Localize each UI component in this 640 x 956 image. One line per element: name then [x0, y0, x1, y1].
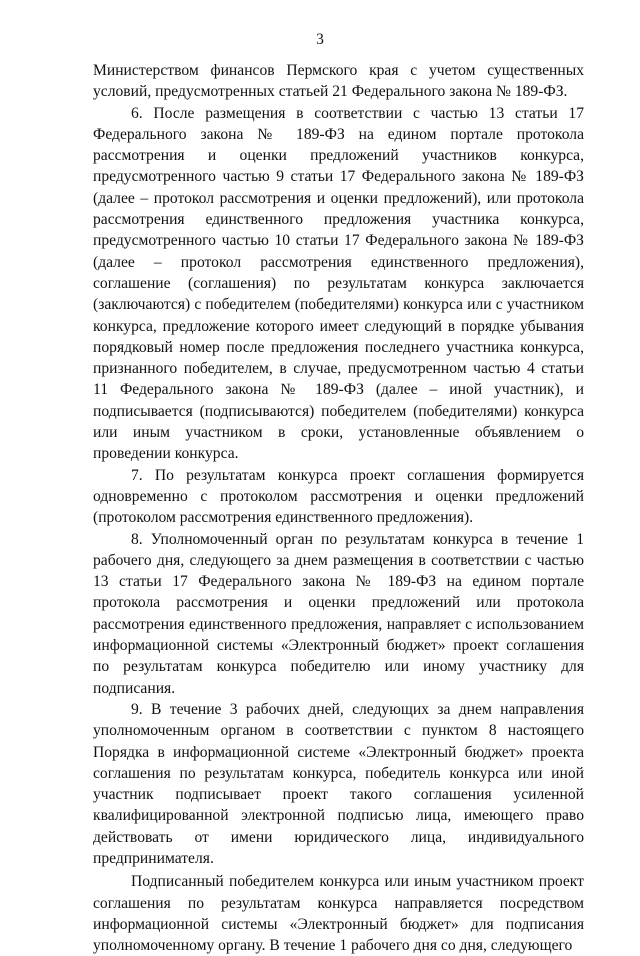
page-number: 3 [316, 31, 324, 48]
paragraph-8: 8. Уполномоченный орган по результатам конкурса в течение 1 рабочего дня, следующего за днем размещения в соответствии с частью 13 статьи 17 Федерального закона № 189-ФЗ на едином портале протокола рассмотрения и оценки предложений или протокола рассмотрения единственного предложения, направляет с использованием информационной системы «Электронный бюджет» проект соглашения по результатам конкурса победителю или иному участнику для подписания. [93, 530, 584, 697]
paragraph-7: 7. По результатам конкурса проект соглашения формируется одновременно с протоколом рассмотрения и оценки предложений (протоколом рассмотрения единственного предложения). [93, 466, 584, 527]
paragraph-continuation: Министерством финансов Пермского края с учетом существенных условий, предусмотренных статьей 21 Федерального закона № 189-ФЗ. [93, 62, 584, 101]
paragraph-6: 6. После размещения в соответствии с частью 13 статьи 17 Федерального закона № 189-ФЗ на едином портале протокола рассмотрения и оценки предложений участников конкурса, предусмотренного частью 9 статьи 17 Федерального закона № 189-ФЗ (далее – протокол рассмотрения и оценки предложений), или протокола рассмотрения единственного предложения участника конкурса, предусмотренного частью 10 статьи 17 Федерального закона № 189-ФЗ (далее – протокол рассмотрения единственного предложения), соглашение (соглашения) по результатам конкурса заключается (заключаются) с победителем (победителями) конкурса или с участником конкурса, предложение которого имеет следующий в порядке убывания порядковый номер после предложения последнего участника конкурса, признанного победителем, в случае, предусмотренном частью 4 статьи 11 Федерального закона № 189-ФЗ (далее – иной участник), и подписывается (подписываются) победителем (победителями) конкурса или иным участником в сроки, установленные объявлением о проведении конкурса. [93, 104, 584, 463]
document-body [93, 60, 584, 956]
paragraph-9: 9. В течение 3 рабочих дней, следующих за днем направления уполномоченным органом в соответствии с пунктом 8 настоящего Порядка в информационной системе «Электронный бюджет» проекта соглашения по результатам конкурса, победитель конкурса или иной участник подписывает проект такого соглашения усиленной квалифицированной электронной подписью лица, имеющего право действовать от имени юридического лица, индивидуального предпринимателя. [93, 700, 584, 867]
paragraph-9-continuation: Подписанный победителем конкурса или иным участником проект соглашения по результатам конкурса направляется посредством информационной системы «Электронный бюджет» для подписания уполномоченному органу. В течение 1 рабочего дня со дня, следующего [93, 873, 584, 955]
